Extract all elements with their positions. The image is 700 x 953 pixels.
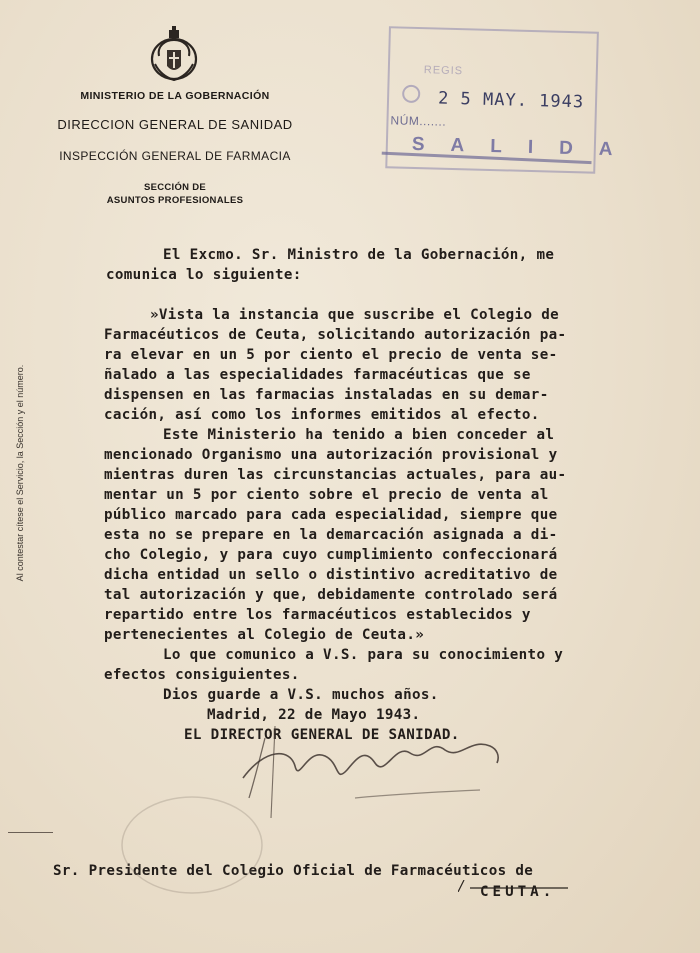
handwritten-signature xyxy=(235,708,525,848)
letter-line: dicha entidad un sello o distintivo acreditativo de xyxy=(104,567,558,583)
stamp-register: REGIS xyxy=(423,64,464,78)
letter-line: Este Ministerio ha tenido a bien conceder al xyxy=(163,427,555,443)
section-line-2: ASUNTOS PROFESIONALES xyxy=(106,195,244,206)
letter-line: repartido entre los farmacéuticos establecidos y xyxy=(104,607,531,623)
letter-line: Farmacéuticos de Ceuta, solicitando autorización pa- xyxy=(104,327,567,343)
letter-line: dispensen en las farmacias instaladas en su demar- xyxy=(104,387,549,403)
letter-line: Lo que comunico a V.S. para su conocimiento y xyxy=(163,647,564,663)
letter-line: mencionado Organismo una autorización provisional y xyxy=(104,447,558,463)
letter-line: público marcado para cada especialidad, siempre que xyxy=(104,507,558,523)
inspection-heading: INSPECCIÓN GENERAL DE FARMACIA xyxy=(59,149,291,163)
letter-line: »Vista la instancia que suscribe el Colegio de xyxy=(150,307,560,323)
letter-line: mentar un 5 por ciento sobre el precio de venta al xyxy=(104,487,549,503)
reply-instruction: Al contestar cítese el Servicio, la Sección y el número. xyxy=(15,364,25,582)
letter-line: tal autorización y que, debidamente controlado será xyxy=(104,587,558,603)
letter-line: pertenecientes al Colegio de Ceuta.» xyxy=(104,627,425,643)
faint-seal-mark xyxy=(112,790,272,900)
letter-line: mientras duren las circunstancias actuales, para au- xyxy=(104,467,567,483)
letter-line: El Excmo. Sr. Ministro de la Gobernación, me xyxy=(163,247,555,263)
letter-line: cho Colegio, y para cuyo cumplimiento confeccionará xyxy=(104,547,558,563)
recipient-line: Sr. Presidente del Colegio Oficial de Farmacéuticos de xyxy=(53,863,534,879)
letter-date: Madrid, 22 de Mayo 1943. xyxy=(207,707,421,723)
letter-line: efectos consiguientes. xyxy=(104,667,300,683)
letter-line: cación, así como los informes emitidos al efecto. xyxy=(104,407,540,423)
letter-line: comunica lo siguiente: xyxy=(106,267,302,283)
letter-line: esta no se prepare en la demarcación asignada a di- xyxy=(104,527,558,543)
signatory-title: EL DIRECTOR GENERAL DE SANIDAD. xyxy=(184,727,460,743)
letter-line: ra elevar en un 5 por ciento el precio de venta se- xyxy=(104,347,558,363)
direction-heading: DIRECCION GENERAL DE SANIDAD xyxy=(57,117,293,132)
letter-line: ñalado a las especialidades farmacéuticas que se xyxy=(104,367,531,383)
section-line-1: SECCIÓN DE xyxy=(143,182,207,193)
stamp-exit: SALIDA xyxy=(411,133,639,161)
stamp-number: NÚM....... xyxy=(390,113,447,129)
letter-line: Dios guarde a V.S. muchos años. xyxy=(163,687,439,703)
margin-rule xyxy=(8,832,53,833)
ministry-heading: MINISTERIO DE LA GOBERNACIÓN xyxy=(80,90,270,102)
stamp-date: 2 5 MAY. 1943 xyxy=(437,88,585,113)
city-underline xyxy=(458,880,618,892)
recipient-city: CEUTA. xyxy=(480,884,556,900)
